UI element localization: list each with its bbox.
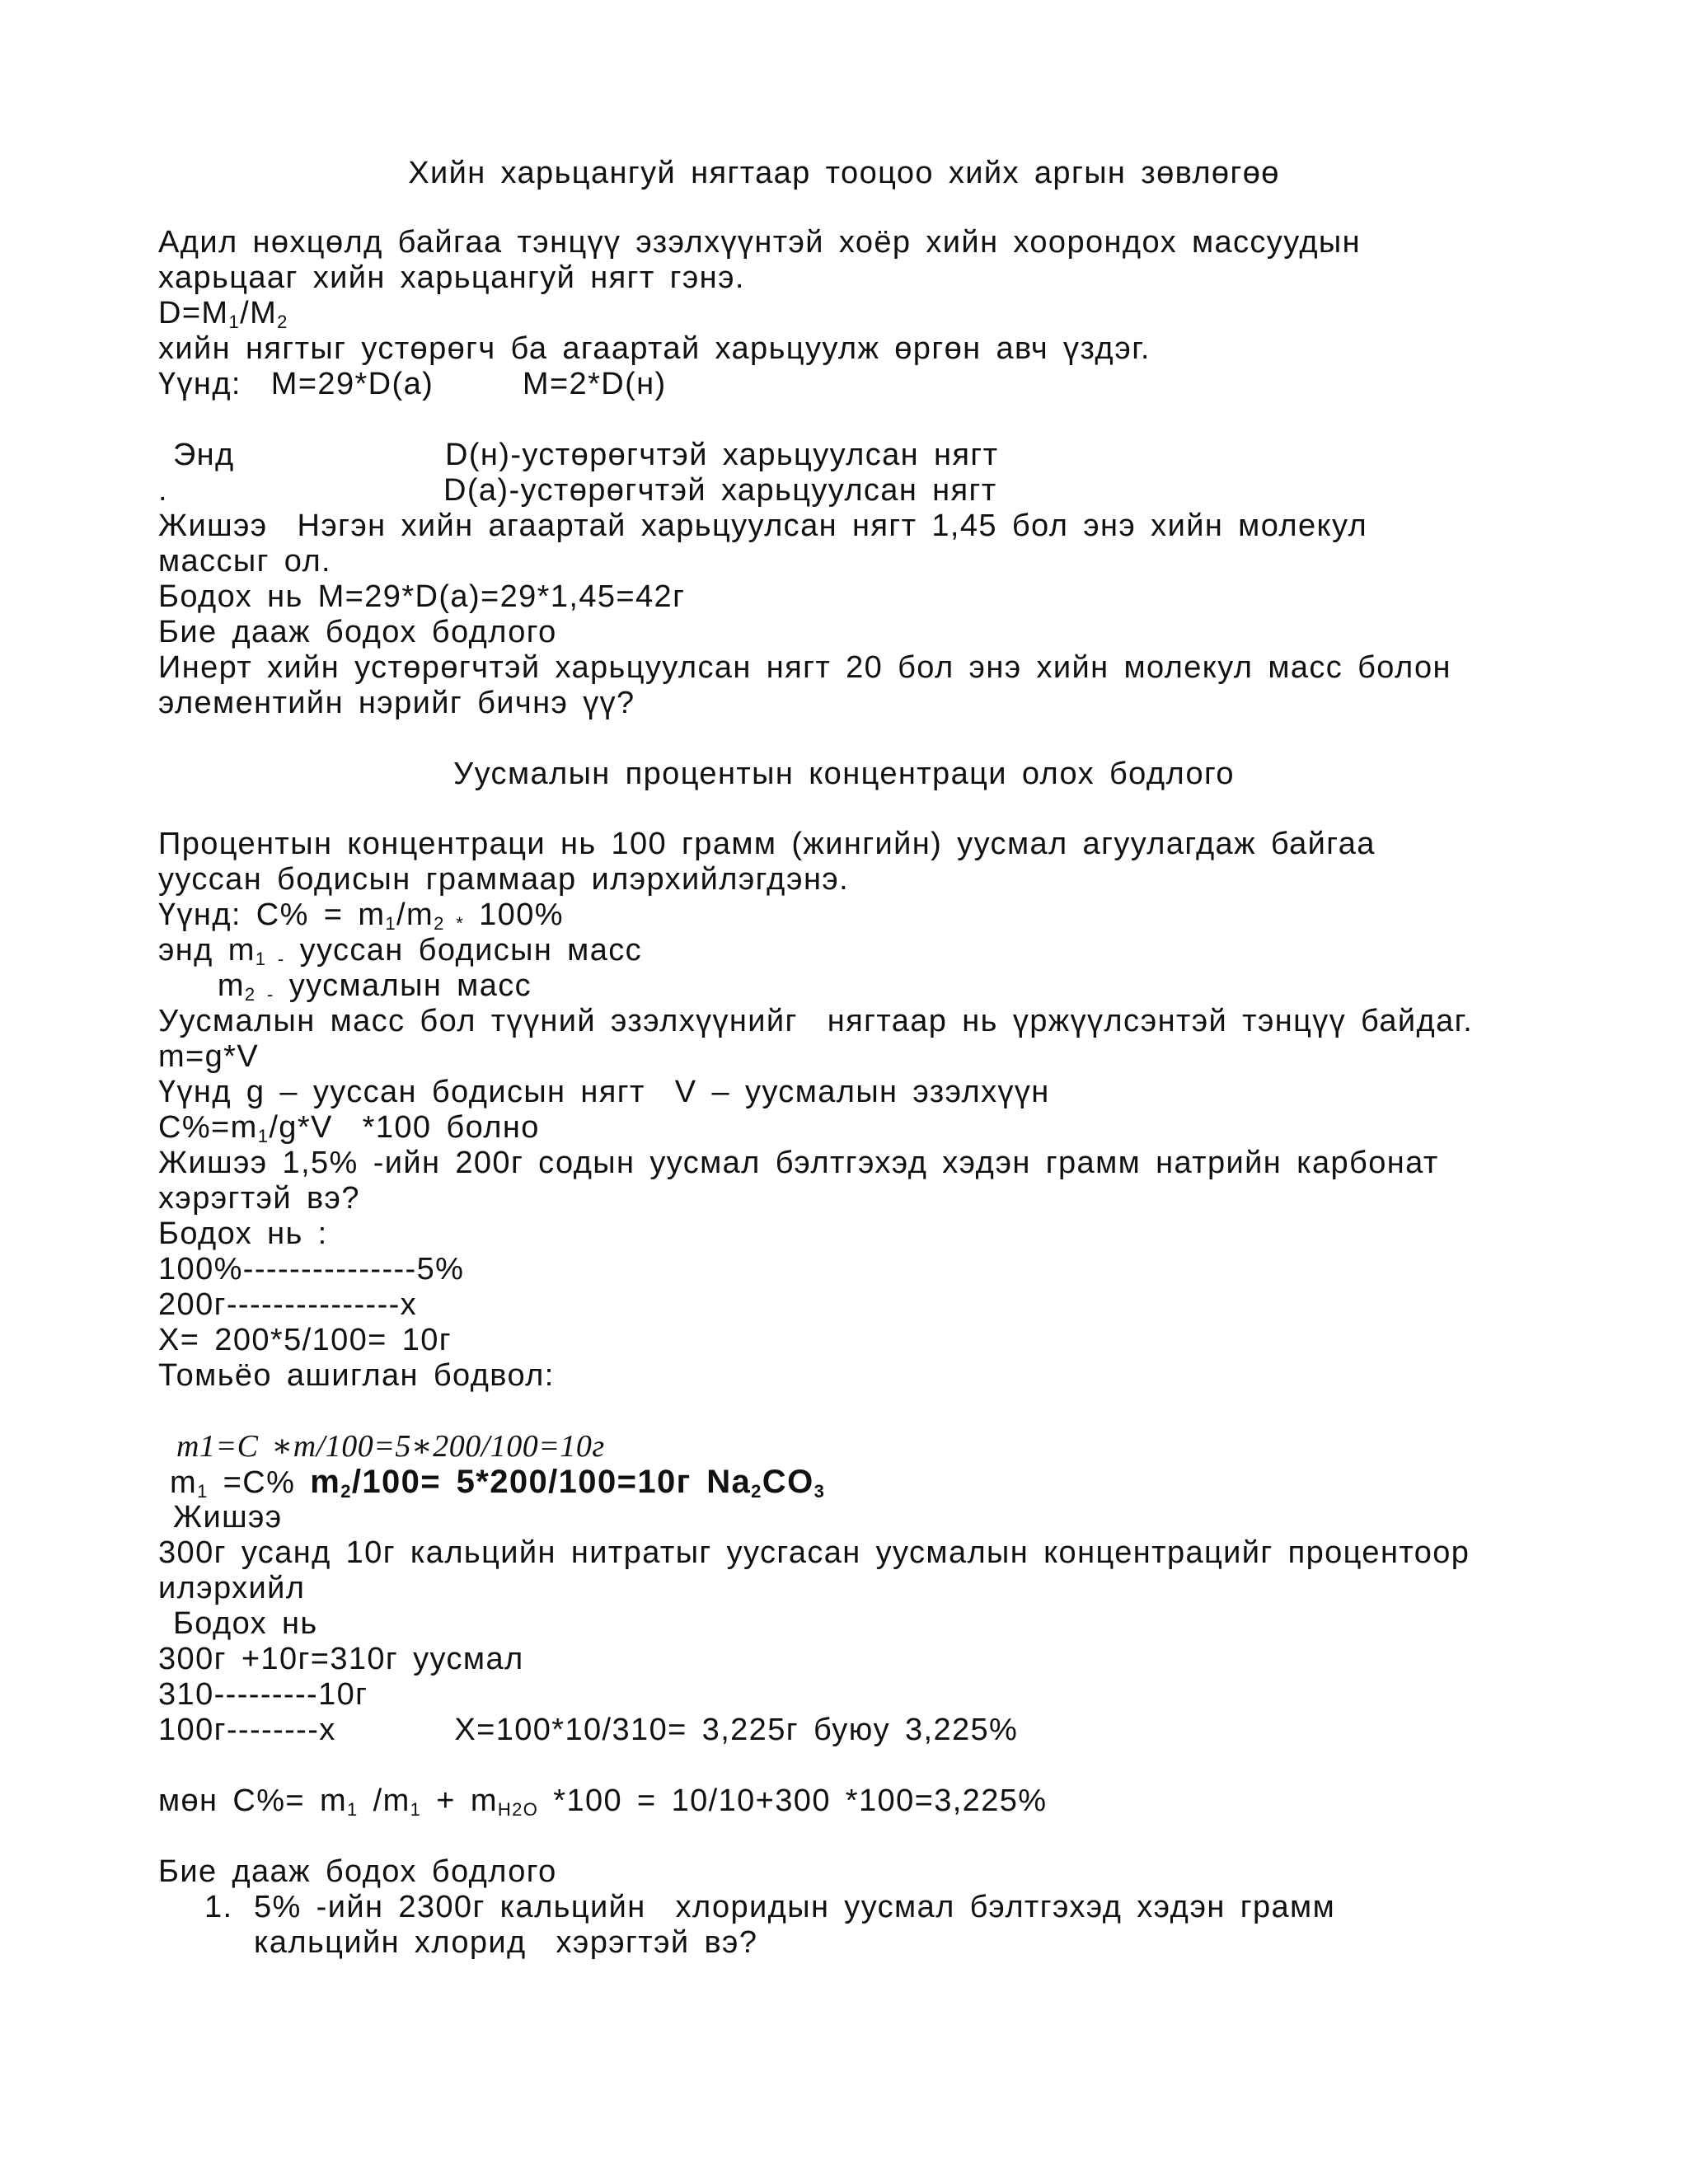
formula-subscript: 1: [385, 913, 397, 934]
relative-density-formula: [158, 295, 288, 331]
section1-self-title: Бие дааж бодох бодлого: [158, 615, 557, 649]
solution2-label: Бодох нь: [158, 1606, 318, 1641]
formula-subscript: 1 -: [255, 949, 285, 969]
formula-part: D=M: [158, 296, 229, 330]
formula-part: 100%: [464, 898, 564, 932]
example1-line1: Жишээ 1,5% -ийн 200г содын уусмал бэлтгэхэд хэдэн грамм натрийн карбонат: [158, 1146, 1439, 1180]
proportion-line1: 100%---------------5%: [158, 1252, 465, 1286]
solution2-sum: 300г +10г=310г уусмал: [158, 1642, 524, 1676]
formula-subscript: H2O: [497, 1799, 539, 1820]
formula-subscript: 2: [751, 1481, 762, 1502]
formula-part: + m: [421, 1783, 498, 1818]
cgv-formula: [158, 1109, 540, 1146]
formula-subscript: 1: [197, 1481, 209, 1502]
formula-part: CO: [762, 1464, 814, 1500]
formula-subscript: 1: [410, 1799, 422, 1820]
formula-part: /M: [240, 296, 278, 330]
m1-definition: [158, 932, 642, 968]
formula-subscript: 2 *: [434, 913, 465, 934]
example2-line1: 300г усанд 10г кальцийн нитратыг уусгасан уусмалын концентрацийг процентоор: [158, 1535, 1470, 1570]
section1-example-line1: Жишээ Нэгэн хийн агаартай харьцуулсан нягт 1,45 бол энэ хийн молекул: [158, 509, 1368, 543]
section2-self-title: Бие дааж бодох бодлого: [158, 1854, 557, 1889]
formula-part: C%=m: [158, 1110, 258, 1145]
formula-part: Үүнд: C% = m: [158, 898, 386, 932]
solution-label: Бодох нь :: [158, 1216, 328, 1251]
section2-def-line2: ууссан бодисын граммаар илэрхийлэгдэнэ.: [158, 862, 850, 897]
formula-subscript: 3: [814, 1481, 826, 1502]
formula-subscript: 2: [277, 312, 288, 332]
section1-solution: Бодох нь M=29*D(a)=29*1,45=42г: [158, 579, 686, 614]
definition-hydrogen: D(н)-устөрөгчтэй харьцуулсан нягт: [445, 438, 999, 472]
formula-part: /m: [396, 898, 434, 932]
formula-part: [310, 1464, 825, 1500]
section1-note: хийн нягтыг устөрөгч ба агаартай харьцуулж өргөн авч үздэг.: [158, 331, 1151, 366]
solution2-proportion2: 100г--------x X=100*10/310= 3,225г буюу 3,225%: [158, 1713, 1019, 1747]
formula-subscript: 1: [228, 312, 241, 332]
example2-line2: илэрхийл: [158, 1571, 306, 1605]
formula-part: m: [158, 968, 245, 1003]
example1-line2: хэрэгтэй вэ?: [158, 1181, 360, 1216]
x-calculation: X= 200*5/100= 10г: [158, 1323, 452, 1357]
m2-definition: [158, 968, 532, 1004]
proportion-line2: 200г---------------x: [158, 1287, 418, 1322]
mass-line: Уусмалын масс бол түүний эзэлхүүнийг нягтаар нь үржүүлсэнтэй тэнцүү байдаг.: [158, 1004, 1474, 1038]
formula-subscript: 1: [257, 1126, 270, 1146]
section2-def-line1: Процентын концентраци нь 100 грамм (жингийн) уусмал агуулагдаж байгаа: [158, 827, 1376, 861]
section1-intro-line2: харьцааг хийн харьцангуй нягт гэнэ.: [158, 260, 745, 295]
definition-label: Энд: [158, 438, 235, 472]
formula-part: m: [170, 1465, 198, 1500]
task-line2: кальцийн хлорид хэрэгтэй вэ?: [254, 1925, 758, 1960]
section1-problem-line2: элементийн нэрийг бичнэ үү?: [158, 686, 635, 720]
task-line1: 5% -ийн 2300г кальцийн хлоридын уусмал бэлтгэхэд хэдэн грамм: [254, 1890, 1336, 1924]
mgv-formula: m=g*V: [158, 1039, 260, 1074]
section2-title: Уусмалын процентын концентраци олох бодлого: [453, 757, 1235, 791]
italic-formula: m1=C ∗m/100=5∗200/100=10г: [176, 1429, 605, 1464]
formula-part: =C%: [208, 1465, 311, 1500]
alternative-formula: [158, 1783, 1047, 1819]
formula-subscript: 2 -: [244, 984, 274, 1005]
solution2-proportion1: 310---------10г: [158, 1677, 368, 1712]
formula-part: уусмалын масс: [274, 968, 532, 1003]
formula-subscript: 1: [347, 1799, 359, 1820]
formula-part: /g*V *100 болно: [269, 1110, 540, 1145]
where-gv-line: Үүнд g – ууссан бодисын нягт V – уусмалын эзэлхүүн: [158, 1075, 1050, 1109]
bold-formula-line: [170, 1464, 825, 1501]
formula-part: ууссан бодисын масс: [284, 933, 643, 968]
section1-title: Хийн харьцангуй нягтаар тооцоо хийх аргын зөвлөгөө: [408, 156, 1280, 190]
formula-part: m: [310, 1464, 341, 1500]
formula-use-line: Томьёо ашиглан бодвол:: [158, 1358, 555, 1393]
definition-dot: .: [158, 473, 168, 508]
percent-formula: [158, 897, 564, 933]
section1-example-line2: массыг ол.: [158, 544, 332, 579]
formula-part: /100= 5*200/100=10г Na: [351, 1464, 752, 1500]
formula-part: мөн C%= m: [158, 1783, 348, 1818]
task-number: 1.: [204, 1890, 233, 1924]
section1-where-line: Үүнд: M=29*D(a) M=2*D(н): [158, 367, 667, 401]
formula-subscript: 2: [340, 1481, 352, 1502]
section1-problem-line1: Инерт хийн устөрөгчтэй харьцуулсан нягт 20 бол энэ хийн молекул масс болон: [158, 650, 1451, 685]
formula-part: *100 = 10/10+300 *100=3,225%: [538, 1783, 1048, 1818]
formula-part: /m: [358, 1783, 410, 1818]
section1-intro-line1: Адил нөхцөлд байгаа тэнцүү эзэлхүүнтэй хоёр хийн хоорондох массуудын: [158, 225, 1362, 260]
definition-air: D(а)-устөрөгчтэй харьцуулсан нягт: [443, 473, 997, 508]
example2-label: Жишээ: [158, 1500, 283, 1535]
formula-part: энд m: [158, 933, 256, 968]
